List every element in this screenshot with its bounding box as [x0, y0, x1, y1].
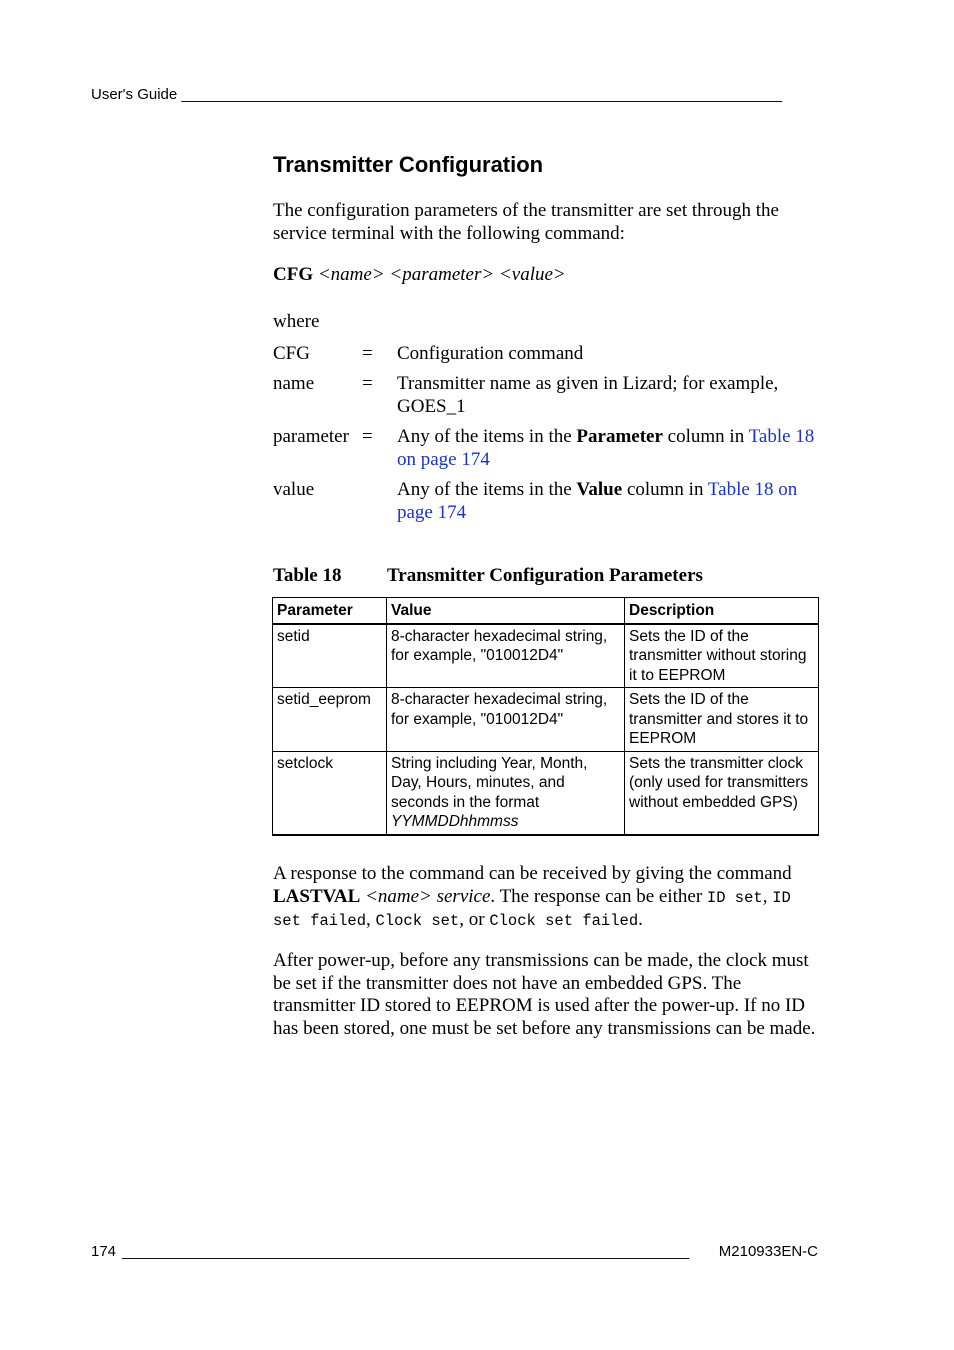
lastval-name-arg: <name>	[365, 885, 432, 907]
page-header	[91, 86, 811, 103]
cell-description: Sets the ID of the transmitter and stores it to EEPROM	[625, 688, 819, 752]
cell-parameter: setid	[273, 624, 387, 688]
definition-description	[397, 426, 821, 471]
powerup-paragraph: After power-up, before any transmissions can be made, the clock must be set if the transmitter does not have an embedded GPS. The transmitter ID stored to EEPROM is used after the power-up. If no ID has been stored, one must be set before any transmissions can be made.	[273, 950, 816, 1039]
cell-description: Sets the transmitter clock (only used for transmitters without embedded GPS)	[625, 751, 819, 835]
table-18-link[interactable]: Table 18 on page 174	[397, 479, 798, 523]
desc-text: Any of the items in the	[397, 426, 577, 447]
code-clock-set-failed: Clock set failed	[489, 912, 639, 930]
desc-bold: Parameter	[576, 426, 663, 447]
cell-value: 8-character hexadecimal string, for example, "010012D4"	[387, 688, 625, 752]
table-row	[273, 624, 819, 688]
desc-bold: Value	[576, 479, 623, 500]
cell-parameter: setclock	[273, 751, 387, 835]
table-caption-title: Transmitter Configuration Parameters	[387, 565, 703, 586]
definition-description	[397, 479, 821, 524]
cell-value: 8-character hexadecimal string, for example, "010012D4"	[387, 624, 625, 688]
code-clock-set: Clock set	[375, 912, 460, 930]
definition-term: parameter	[273, 426, 349, 447]
parameters-table	[272, 597, 819, 836]
desc-text: column in	[662, 426, 749, 447]
page-number: 174	[91, 1243, 117, 1260]
command-syntax	[273, 264, 566, 286]
cell-description: Sets the ID of the transmitter without storing it to EEPROM	[625, 624, 819, 688]
definition-term: CFG	[273, 343, 310, 364]
intro-paragraph: The configuration parameters of the transmitter are set through the service terminal with the following command:	[273, 200, 779, 244]
command-keyword: CFG	[273, 264, 314, 285]
table-row	[273, 688, 819, 752]
code-id-set: ID set	[706, 888, 763, 907]
definition-equals: =	[362, 373, 373, 394]
response-paragraph	[273, 863, 821, 933]
table-header-row	[273, 598, 819, 624]
where-label: where	[273, 311, 320, 332]
column-header-description: Description	[625, 598, 819, 624]
period: .	[638, 909, 643, 930]
cell-value-format: YYMMDDhhmmss	[391, 813, 519, 830]
definition-equals: =	[362, 343, 373, 364]
lastval-service-arg: service	[436, 885, 491, 907]
definition-description: Transmitter name as given in Lizard; for example, GOES_1	[397, 373, 779, 417]
table-18-link[interactable]: Table 18 on page 174	[397, 426, 815, 470]
cell-value	[387, 751, 625, 835]
separator: , or	[459, 909, 490, 930]
definition-term: value	[273, 479, 315, 500]
table-caption	[273, 565, 703, 587]
lastval-command: LASTVAL	[273, 885, 361, 907]
header-rule: ________________________________________________________________________	[181, 86, 783, 103]
separator: ,	[366, 909, 376, 930]
separator: ,	[762, 885, 773, 907]
code-id-set-failed: ID set failed	[273, 888, 791, 930]
cell-parameter: setid_eeprom	[273, 688, 387, 752]
column-header-parameter: Parameter	[273, 598, 387, 624]
definition-description: Configuration command	[397, 343, 584, 364]
response-text: . The response can be either	[490, 885, 707, 907]
footer-rule: ____________________________________________________________________	[122, 1243, 690, 1260]
definition-equals: =	[362, 426, 373, 447]
table-caption-label: Table 18	[273, 565, 342, 586]
response-text: A response to the command can be received by giving the command	[273, 863, 792, 884]
definition-term: name	[273, 373, 315, 394]
command-args: <name> <parameter> <value>	[317, 264, 566, 285]
desc-text: Any of the items in the	[397, 479, 577, 500]
section-title: Transmitter Configuration	[273, 152, 544, 177]
document-id: M210933EN-C	[718, 1243, 818, 1260]
table-row	[273, 751, 819, 835]
column-header-value: Value	[387, 598, 625, 624]
header-text: User's Guide	[91, 86, 178, 103]
cell-value-text: String including Year, Month, Day, Hours, minutes, and seconds in the format	[391, 754, 588, 811]
desc-text: column in	[622, 479, 708, 500]
